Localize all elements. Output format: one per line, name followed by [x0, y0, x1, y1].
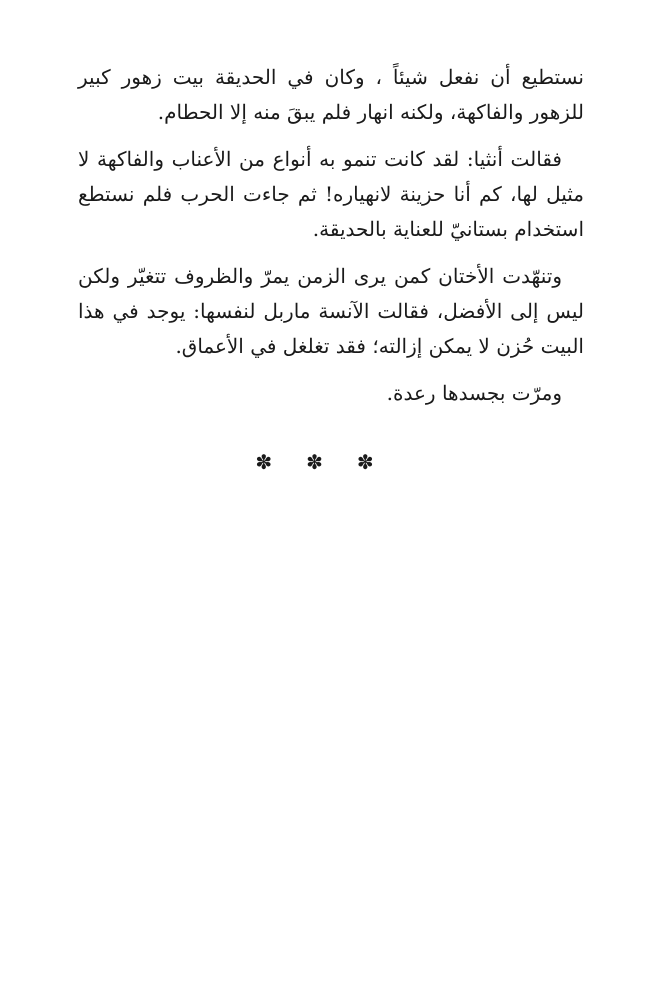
paragraph-4: ومرّت بجسدها رعدة.: [386, 381, 562, 405]
asterism-icon: ✽: [255, 450, 295, 474]
asterism-icon: ✽: [356, 450, 396, 474]
paragraph-3: وتنهّدت الأختان كمن يرى الزمن يمرّ والظروف تتغيّر ولكن ليس إلى الأفضل، فقالت الآنسة ماربل لنفسها: يوجد في هذا البيت حُزن لا يمكن إزالته؛ فقد تغلغل في الأعماق.: [78, 264, 584, 358]
body-text: [78, 60, 584, 423]
paragraph-2: فقالت أنثيا: لقد كانت تنمو به أنواع من الأعناب والفاكهة لا مثيل لها، كم أنا حزينة لانهياره! ثم جاءت الحرب فلم نستطع استخدام بستانيّ للعناية بالحديقة.: [78, 147, 584, 241]
paragraph-1: نستطيع أن نفعل شيئاً ، وكان في الحديقة بيت زهور كبير للزهور والفاكهة، ولكنه انهار فلم يبقَ منه إلا الحطام.: [78, 65, 584, 124]
asterism-icon: ✽: [306, 450, 345, 474]
section-separator: [0, 450, 651, 474]
